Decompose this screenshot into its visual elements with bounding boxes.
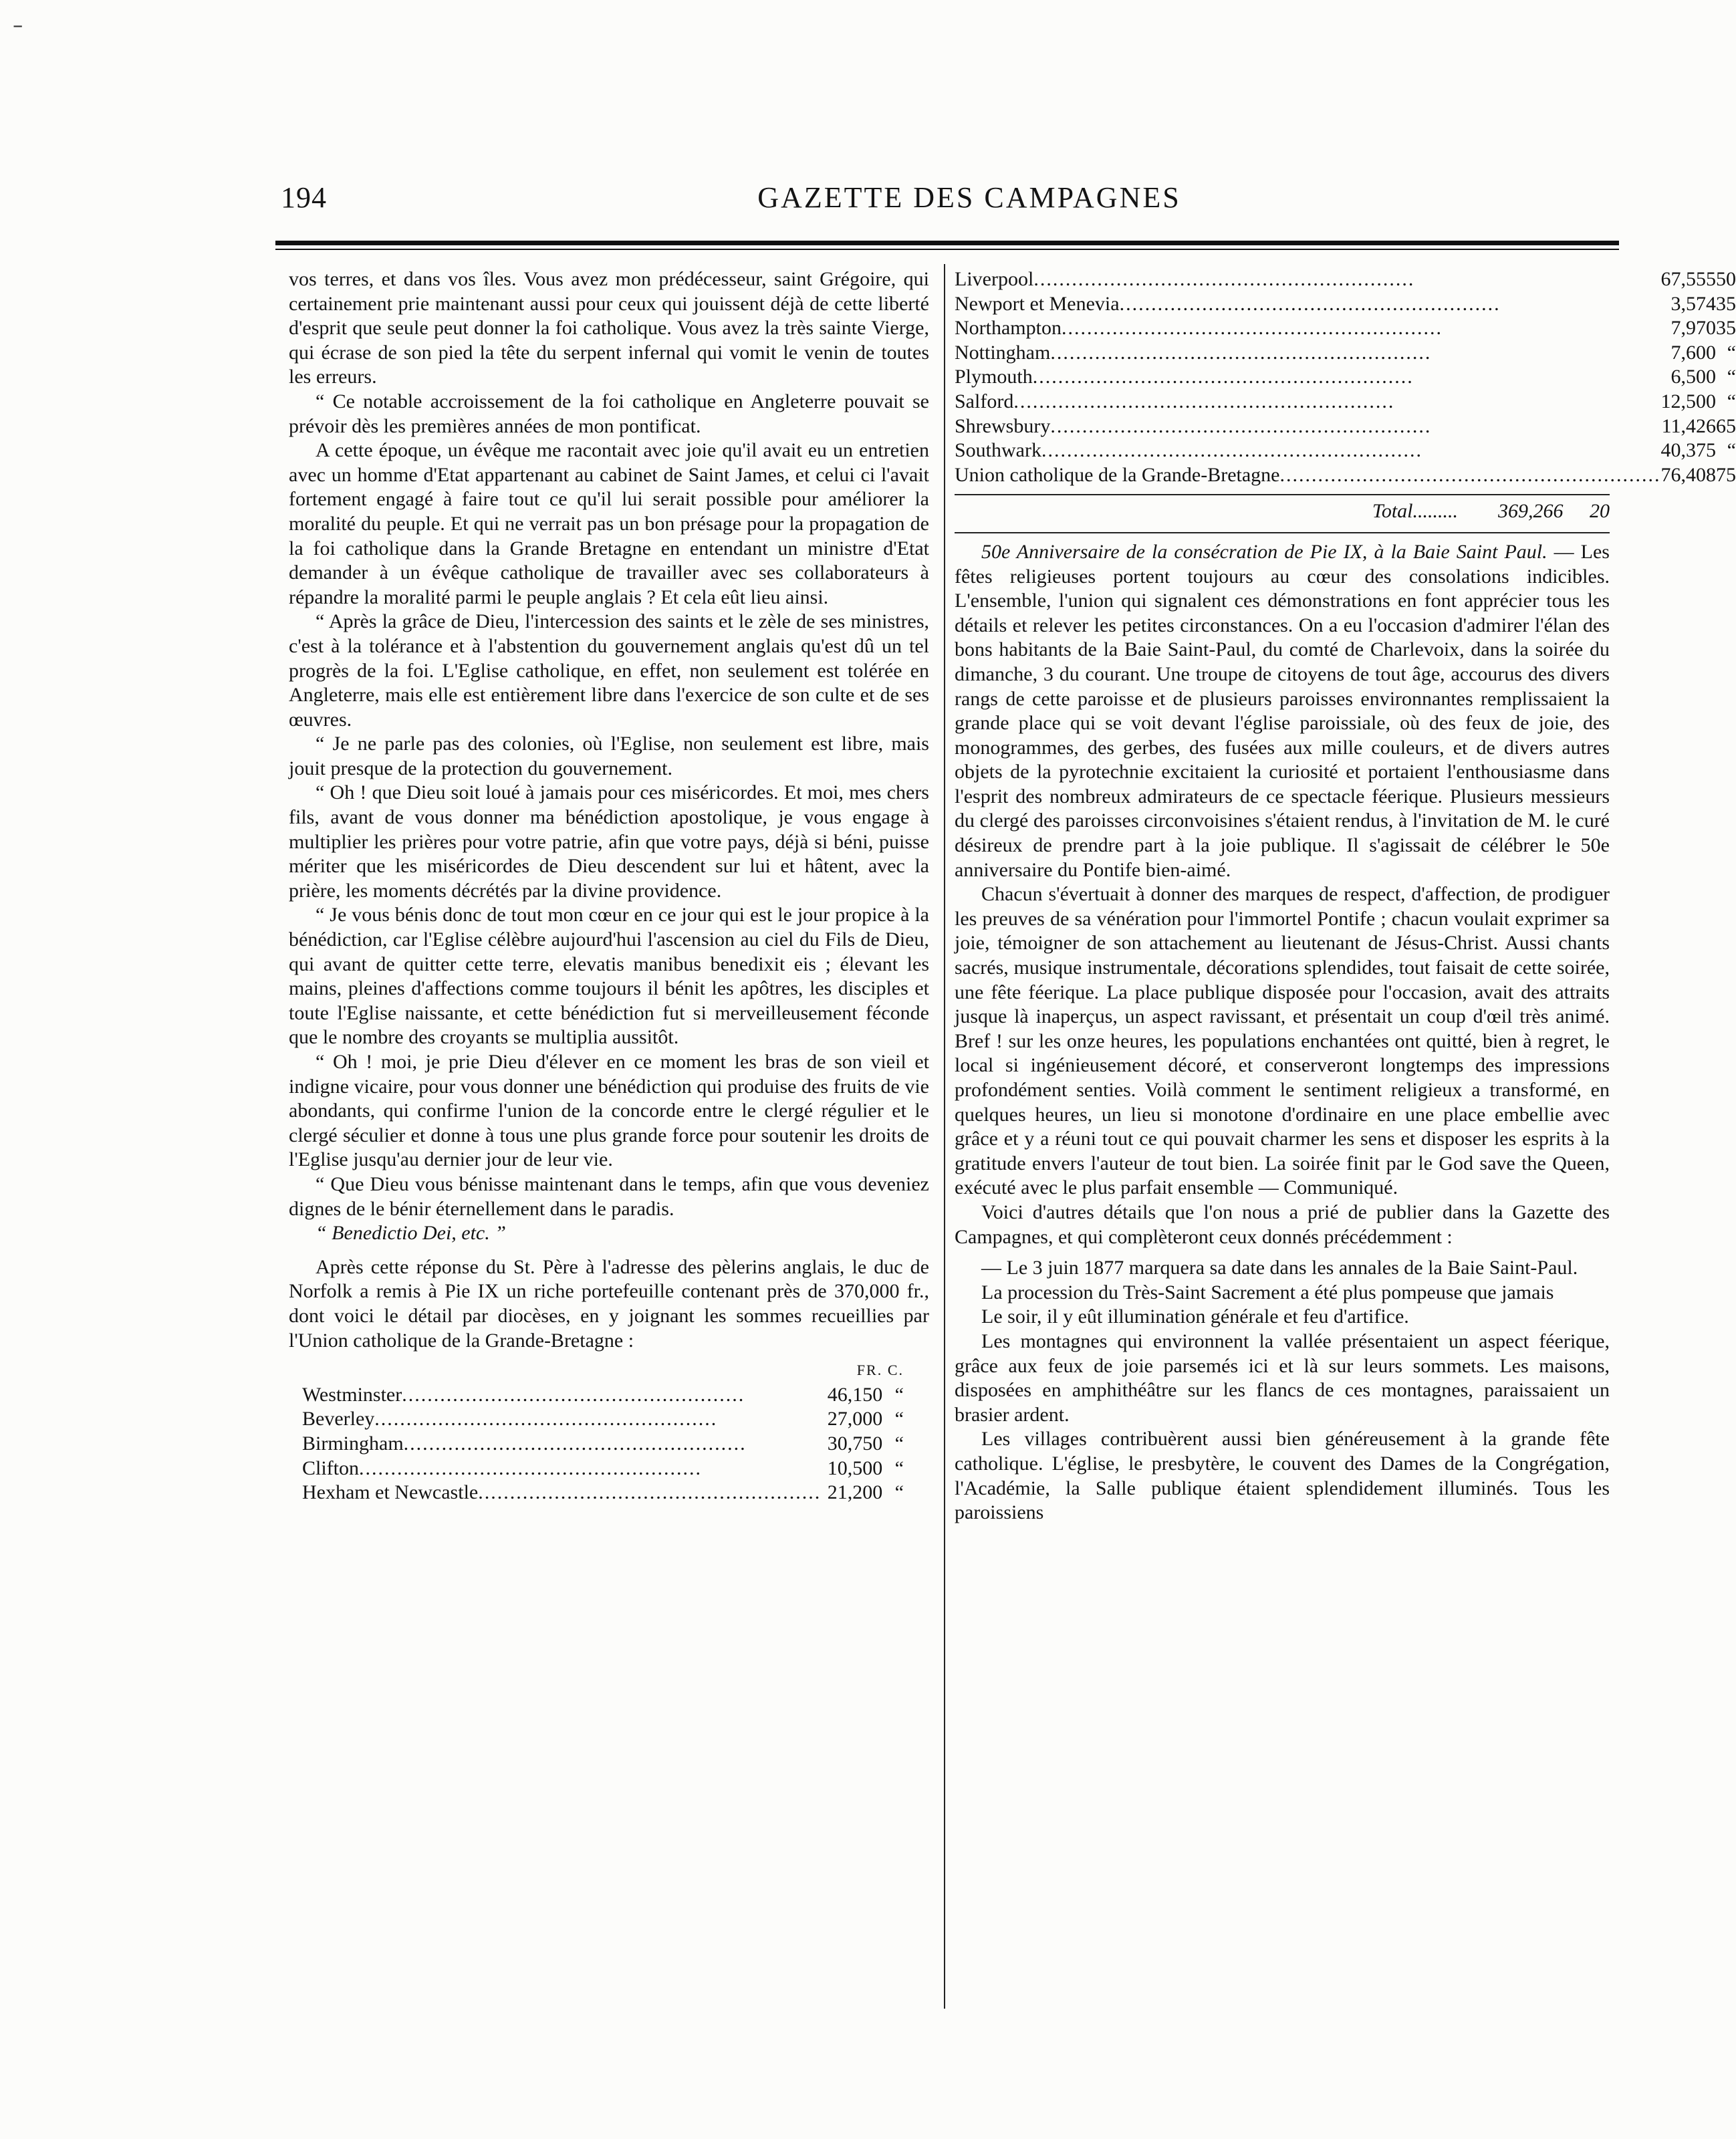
amount-fr: 7,970 [1670, 317, 1716, 340]
amount-fr: 76,408 [1660, 463, 1716, 486]
amount-c: 50 [1715, 268, 1736, 290]
amount-c: “ [894, 1432, 904, 1455]
diocese-name: Beverley [302, 1408, 375, 1430]
diocese-name: Newport et Menevia [955, 292, 1120, 315]
total-c: 20 [1590, 500, 1610, 523]
amount-fr: 27,000 [827, 1408, 883, 1430]
paragraph: Chacun s'évertuait à donner des marques de respect, d'affection, de prodiguer les preuves de sa vénération pour l'immortel Pontife ; chacun voulait exprimer sa joie, témoigner de son attachement au lieutenant de Jésus-Christ. Aussi chants sacrés, musique instrumentale, décorations splendides, tout faisait de cette soirée, une fête féerique. La place publique disposée pour l'occasion, avait des attraits jusque là inaperçus, un aspect ravissant, et présentait un coup d'œil très animé. Bref ! sur les onze heures, les populations enchantées ont quitté, bien à regret, le local si ingénieusement décoré, et conserveront longtemps des impressions profondément senties. Voilà comment le sentiment religieux a transformé, en quelques heures, un lieu si monotone d'ordinaire en une place embellie avec grâce et y a réuni tout ce qui pouvait charmer les sens et disposer les esprits à la gratitude envers l'auteur de tout bien. La soirée finit par le God save the Queen, exécuté avec le plus parfait ensemble — Communiqué. [955, 883, 1610, 1199]
diocese-name: Salford [955, 390, 1014, 412]
paragraph: “ Je vous bénis donc de tout mon cœur en ce jour qui est le jour propice à la bénédiction, car l'Eglise célèbre aujourd'hui l'ascension au ciel du Fils de Dieu, qui avant de quitter cette terre, elevatis manibus benedixit eis ; élevant les mains, pleines d'affections comme toujours il bénit les apôtres, les disciples et toute l'Eglise naissante, et cette bénédiction fut si merveilleusement féconde que le nombre des croyants se multiplia aussitôt. [289, 904, 929, 1049]
amount-c: 35 [1715, 317, 1736, 340]
amount-fr: 11,426 [1661, 414, 1716, 437]
amount-c: 75 [1715, 463, 1736, 486]
donations-table-left [302, 1358, 904, 1505]
page-number: 194 [281, 181, 327, 214]
total-separator [955, 532, 1610, 533]
paragraph: “ Je ne parle pas des colonies, où l'Eglise, non seulement est libre, mais jouit presque de la protection du gouvernement. [289, 733, 929, 779]
diocese-name: Birmingham [302, 1432, 404, 1455]
publication-title: GAZETTE DES CAMPAGNES [757, 181, 1181, 214]
table-row: Liverpool............................................................ 67,555 50 [955, 267, 1736, 292]
amount-c: 65 [1715, 414, 1736, 437]
amount-fr: 12,500 [1660, 390, 1716, 412]
page-header [281, 175, 1618, 222]
table-row: Northampton............................................................ 7,970 35 [955, 316, 1736, 341]
paragraph: La procession du Très-Saint Sacrement a été plus pompeuse que jamais [981, 1281, 1554, 1303]
table-row: Beverley...................................................... 27,000 “ [302, 1407, 904, 1432]
total-row: Total......... 369,266 20 [955, 494, 1610, 524]
table-header-row [302, 1358, 904, 1383]
margin-speckle: ˗ [13, 7, 23, 37]
paragraph: “ Benedictio Dei, etc. ” [316, 1222, 506, 1245]
paragraph: — Les fêtes religieuses portent toujours au cœur des consolations indicibles. L'ensemble, l'union qui signalent ces démonstrations en font apprécier tous les détails et relever les petites circonstances. On a eu l'occasion d'admirer l'élan des bons habitants de la Baie Saint-Paul, du comté de Charlevoix, dans la soirée du dimanche, 3 du courant. Une troupe de citoyens de tout âge, accourus des divers rangs de cette paroisse et de plusieurs paroisses environnantes remplissaient la grande place qui se voit devant l'église paroissiale, où des feux de joie, des monogrammes, des gerbes, des fusées aux mille couleurs, et de divers autres objets de la pyrotechnie excitaient la curiosité et portaient l'enthousiasme dans l'esprit des nombreux admirateurs de ce spectacle féerique. Plusieurs messieurs du clergé des paroisses circonvoisines s'étaient rendus, à l'invitation de M. le curé désireux de prendre part à la joie publique. Il s'agissait de célébrer le 50e anniversaire du Pontife bien-aimé. [955, 540, 1610, 881]
table-row: Newport et Menevia............................................................ 3,574 35 [955, 292, 1736, 317]
table-row: Nottingham............................................................ 7,600 “ [955, 341, 1736, 366]
amount-fr: 21,200 [827, 1481, 883, 1504]
paragraph: “ Que Dieu vous bénisse maintenant dans le temps, afin que vous deveniez dignes de le bénir éternellement dans le paradis. [289, 1172, 929, 1220]
header-c: C. [887, 1362, 904, 1379]
article-body [955, 540, 1610, 882]
right-column [955, 267, 1736, 1525]
amount-c: “ [894, 1457, 904, 1479]
amount-fr: 40,375 [1660, 439, 1716, 462]
amount-fr: 46,150 [827, 1383, 883, 1406]
header-rule-thin [275, 249, 1619, 250]
table-row: Salford............................................................ 12,500 “ [955, 390, 1736, 414]
diocese-name: Nottingham [955, 341, 1051, 364]
paragraph: vos terres, et dans vos îles. Vous avez mon prédécesseur, saint Grégoire, qui certainement prie maintenant aussi pour ceux qui jouissent déjà de cette liberté d'esprit que seule peut donner la foi catholique. Vous avez la très sainte Vierge, qui écrase de son pied la tête du serpent infernal qui vomit le venin de toutes les erreurs. [289, 268, 929, 388]
amount-fr: 6,500 [1670, 366, 1716, 388]
diocese-name: Westminster [302, 1383, 402, 1406]
diocese-name: Union catholique de la Grande-Bretagne [955, 463, 1280, 486]
table-row: Westminster...................................................... 46,150 “ [302, 1383, 904, 1408]
paragraph: Le soir, il y eût illumination générale et feu d'artifice. [981, 1305, 1409, 1328]
paragraph: “ Oh ! que Dieu soit loué à jamais pour ces miséricordes. Et moi, mes chers fils, avant de vous donner ma bénédiction apostolique, je vous engage à multiplier les prières pour votre patrie, afin que votre pays, déjà si béni, puisse mériter que les miséricordes de Dieu descendent sur lui et hâtent, avec la prière, les moments décrétés par la divine providence. [289, 781, 929, 902]
amount-c: 35 [1715, 292, 1736, 315]
amount-c: “ [1727, 439, 1736, 462]
diocese-name: Northampton [955, 317, 1062, 340]
table-row: Hexham et Newcastle...................................................... 21,200 “ [302, 1481, 904, 1505]
amount-fr: 7,600 [1670, 341, 1716, 364]
paragraph: Les villages contribuèrent aussi bien généreusement à la grande fête catholique. L'église, le presbytère, le couvent des Dames de la Congrégation, l'Académie, la Salle publique étaient splendidement illuminés. Tous les paroissiens [955, 1428, 1610, 1524]
amount-fr: 30,750 [827, 1432, 883, 1455]
paragraph: Après cette réponse du St. Père à l'adresse des pèlerins anglais, le duc de Norfolk a remis à Pie IX un riche portefeuille contenant près de 370,000 fr., dont voici le détail par diocèses, en y joignant les sommes recueillies par l'Union catholique de la Grande-Bretagne : [289, 1255, 929, 1352]
diocese-name: Liverpool [955, 268, 1034, 290]
left-column [289, 267, 929, 1505]
paragraph: — Le 3 juin 1877 marquera sa date dans les annales de la Baie Saint-Paul. [981, 1257, 1578, 1279]
total-fr: 369,266 [1498, 500, 1564, 523]
paragraph: “ Ce notable accroissement de la foi catholique en Angleterre pouvait se prévoir dès les premières années de mon pontificat. [289, 390, 929, 437]
paragraph: Les montagnes qui environnent la vallée présentaient un aspect féerique, grâce aux feux de joie parsemés ici et là sur leurs sommets. Les maisons, disposées en amphithéâtre sur les flancs de ces montagnes, paraissaient un brasier ardent. [955, 1330, 1610, 1426]
table-row: Southwark............................................................ 40,375 “ [955, 438, 1736, 463]
header-fr: FR. [856, 1362, 883, 1379]
donations-table-right [955, 267, 1736, 487]
diocese-name: Southwark [955, 439, 1041, 462]
diocese-name: Hexham et Newcastle [302, 1481, 479, 1504]
amount-fr: 67,555 [1660, 268, 1716, 290]
amount-c: “ [894, 1481, 904, 1504]
table-row: Plymouth............................................................ 6,500 “ [955, 365, 1736, 390]
paragraph: “ Oh ! moi, je prie Dieu d'élever en ce moment les bras de son vieil et indigne vicaire, pour vous donner une bénédiction qui produise des fruits de vie abondants, qui confirme l'union de la concorde entre le clergé régulier et le clergé séculier et donne à tous une plus grande force pour soutenir les droits de l'Eglise jusqu'au dernier jour de leur vie. [289, 1051, 929, 1171]
amount-c: “ [894, 1408, 904, 1430]
column-divider [944, 264, 945, 2009]
amount-fr: 3,574 [1670, 292, 1716, 315]
table-row: Shrewsbury............................................................ 11,426 65 [955, 414, 1736, 439]
diocese-name: Shrewsbury [955, 414, 1051, 437]
paragraph: “ Après la grâce de Dieu, l'intercession des saints et le zèle de ses ministres, c'est à la tolérance et à l'abstention du gouvernement anglais qu'est dû un tel progrès de la foi. L'Eglise catholique, en effet, non seulement est tolérée en Angleterre, mais elle est entièrement libre dans l'exercice de son culte et de ses œuvres. [289, 610, 929, 731]
paragraph: Voici d'autres détails que l'on nous a prié de publier dans la Gazette des Campagnes, et qui complèteront ceux donnés précédemment : [955, 1201, 1610, 1248]
amount-fr: 10,500 [827, 1457, 883, 1479]
amount-c: “ [894, 1383, 904, 1406]
amount-c: “ [1727, 366, 1736, 388]
paragraph: A cette époque, un évêque me racontait avec joie qu'il avait eu un entretien avec un homme d'Etat appartenant au cabinet de Saint James, et celui ci l'avait fortement engagé à faire tout ce qu'il lui serait possible pour améliorer la moralité du peuple. Et qui ne verrait pas un bon présage pour la propagation de la foi catholique dans la Grande Bretagne en entendant un ministre d'Etat demander à un évêque catholique de travailler avec ses collaborateurs à répandre la moralité parmi le peuple anglais ? Et cela eût lieu ainsi. [289, 439, 929, 608]
diocese-name: Plymouth [955, 366, 1033, 388]
diocese-name: Clifton [302, 1457, 360, 1479]
total-label: Total [1372, 500, 1413, 523]
table-row: Birmingham...................................................... 30,750 “ [302, 1432, 904, 1457]
table-row: Clifton...................................................... 10,500 “ [302, 1457, 904, 1481]
amount-c: “ [1727, 390, 1736, 412]
article-heading: 50e Anniversaire de la consécration de Pie IX, à la Baie Saint Paul. [981, 540, 1547, 563]
header-rule [275, 241, 1619, 245]
amount-c: “ [1727, 341, 1736, 364]
table-row: Union catholique de la Grande-Bretagne............................................................ 76,408 75 [955, 463, 1736, 488]
